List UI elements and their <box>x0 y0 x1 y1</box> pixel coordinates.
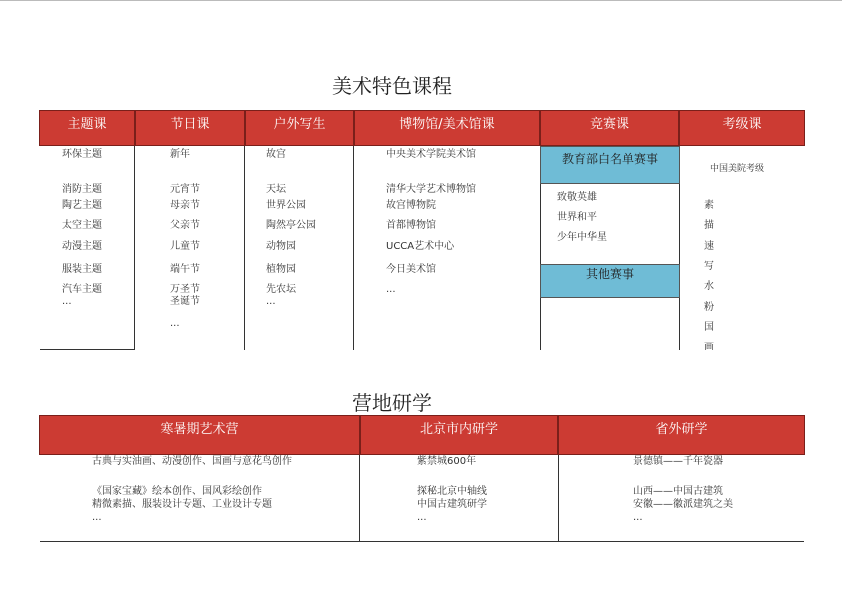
festival-item: 端午节 <box>170 264 200 275</box>
header-theme: 主题课 <box>39 110 135 146</box>
theme-item: 陶艺主题 <box>62 200 102 211</box>
table1-bottom-line <box>40 349 135 350</box>
museum-item: 故宫博物院 <box>386 200 436 211</box>
table2-divider <box>359 455 360 541</box>
table2-bottom-line <box>40 541 804 542</box>
exam-char: 素 <box>704 200 714 211</box>
theme-item: 服装主题 <box>62 264 102 275</box>
festival-item: 万圣节 <box>170 284 200 295</box>
contest-whitelist-box: 教育部白名单赛事 <box>540 146 680 184</box>
table2-divider <box>558 455 559 541</box>
exam-char: 写 <box>704 261 714 272</box>
festival-item: 圣诞节 <box>170 296 200 307</box>
festival-item: 儿童节 <box>170 241 200 252</box>
header-camp: 寒暑期艺术营 <box>39 415 360 455</box>
museum-item: ... <box>386 284 396 295</box>
header-beijing: 北京市内研学 <box>360 415 558 455</box>
header-outside: 省外研学 <box>558 415 805 455</box>
outdoor-item: 先农坛 <box>266 284 296 295</box>
beijing-item: 中国古建筑研学 <box>417 499 487 510</box>
header-exam: 考级课 <box>679 110 805 146</box>
contest-item: 世界和平 <box>557 212 597 223</box>
festival-item: 父亲节 <box>170 220 200 231</box>
camp-item: 《国家宝藏》绘本创作、国风彩绘创作 <box>92 486 262 497</box>
header-outdoor: 户外写生 <box>245 110 354 146</box>
exam-char: 国 <box>704 322 714 333</box>
contest-other-box: 其他赛事 <box>540 264 680 298</box>
header-festival: 节日课 <box>135 110 245 146</box>
section-title-art-courses: 美术特色课程 <box>332 74 452 98</box>
theme-item: ... <box>62 296 72 307</box>
theme-item: 动漫主题 <box>62 241 102 252</box>
exam-char: 速 <box>704 241 714 252</box>
outdoor-item: 陶然亭公园 <box>266 220 316 231</box>
exam-char: 画 <box>704 342 714 350</box>
top-border <box>0 0 842 1</box>
exam-char: 粉 <box>704 302 714 313</box>
outdoor-item: ... <box>266 296 276 307</box>
outside-item: 景德镇——千年瓷器 <box>633 456 723 467</box>
header-museum: 博物馆/美术馆课 <box>354 110 540 146</box>
outdoor-item: 世界公园 <box>266 200 306 211</box>
camp-item: ... <box>92 512 102 523</box>
outside-item: 安徽——徽派建筑之美 <box>633 499 733 510</box>
outside-item: ... <box>633 512 643 523</box>
camp-item: 精微素描、服装设计专题、工业设计专题 <box>92 499 272 510</box>
festival-item: ... <box>170 318 180 329</box>
outdoor-item: 动物园 <box>266 241 296 252</box>
theme-item: 消防主题 <box>62 184 102 195</box>
theme-item: 汽车主题 <box>62 284 102 295</box>
museum-item: 首都博物馆 <box>386 220 436 231</box>
table1-divider <box>244 146 245 350</box>
exam-char: 描 <box>704 220 714 231</box>
museum-item: 今日美术馆 <box>386 264 436 275</box>
museum-item: 清华大学艺术博物馆 <box>386 184 476 195</box>
beijing-item: ... <box>417 512 427 523</box>
outdoor-item: 植物园 <box>266 264 296 275</box>
theme-item: 环保主题 <box>62 149 102 160</box>
exam-char: 水 <box>704 281 714 292</box>
contest-item: 致敬英雄 <box>557 192 597 203</box>
contest-item: 少年中华星 <box>557 232 607 243</box>
festival-item: 新年 <box>170 149 190 160</box>
outdoor-item: 天坛 <box>266 184 286 195</box>
camp-item: 古典与实油画、动漫创作、国画与意花鸟创作 <box>92 456 292 467</box>
theme-item: 太空主题 <box>62 220 102 231</box>
museum-item: 中央美术学院美术馆 <box>386 149 476 160</box>
table1-divider <box>134 146 135 350</box>
beijing-item: 探秘北京中轴线 <box>417 486 487 497</box>
section-title-camp: 营地研学 <box>352 391 432 415</box>
museum-item: UCCA艺术中心 <box>386 241 455 252</box>
beijing-item: 紫禁城600年 <box>417 456 477 467</box>
header-contest: 竞赛课 <box>540 110 679 146</box>
festival-item: 母亲节 <box>170 200 200 211</box>
exam-title: 中国美院考级 <box>710 164 765 174</box>
festival-item: 元宵节 <box>170 184 200 195</box>
outside-item: 山西——中国古建筑 <box>633 486 723 497</box>
table1-divider <box>353 146 354 350</box>
outdoor-item: 故宫 <box>266 149 286 160</box>
